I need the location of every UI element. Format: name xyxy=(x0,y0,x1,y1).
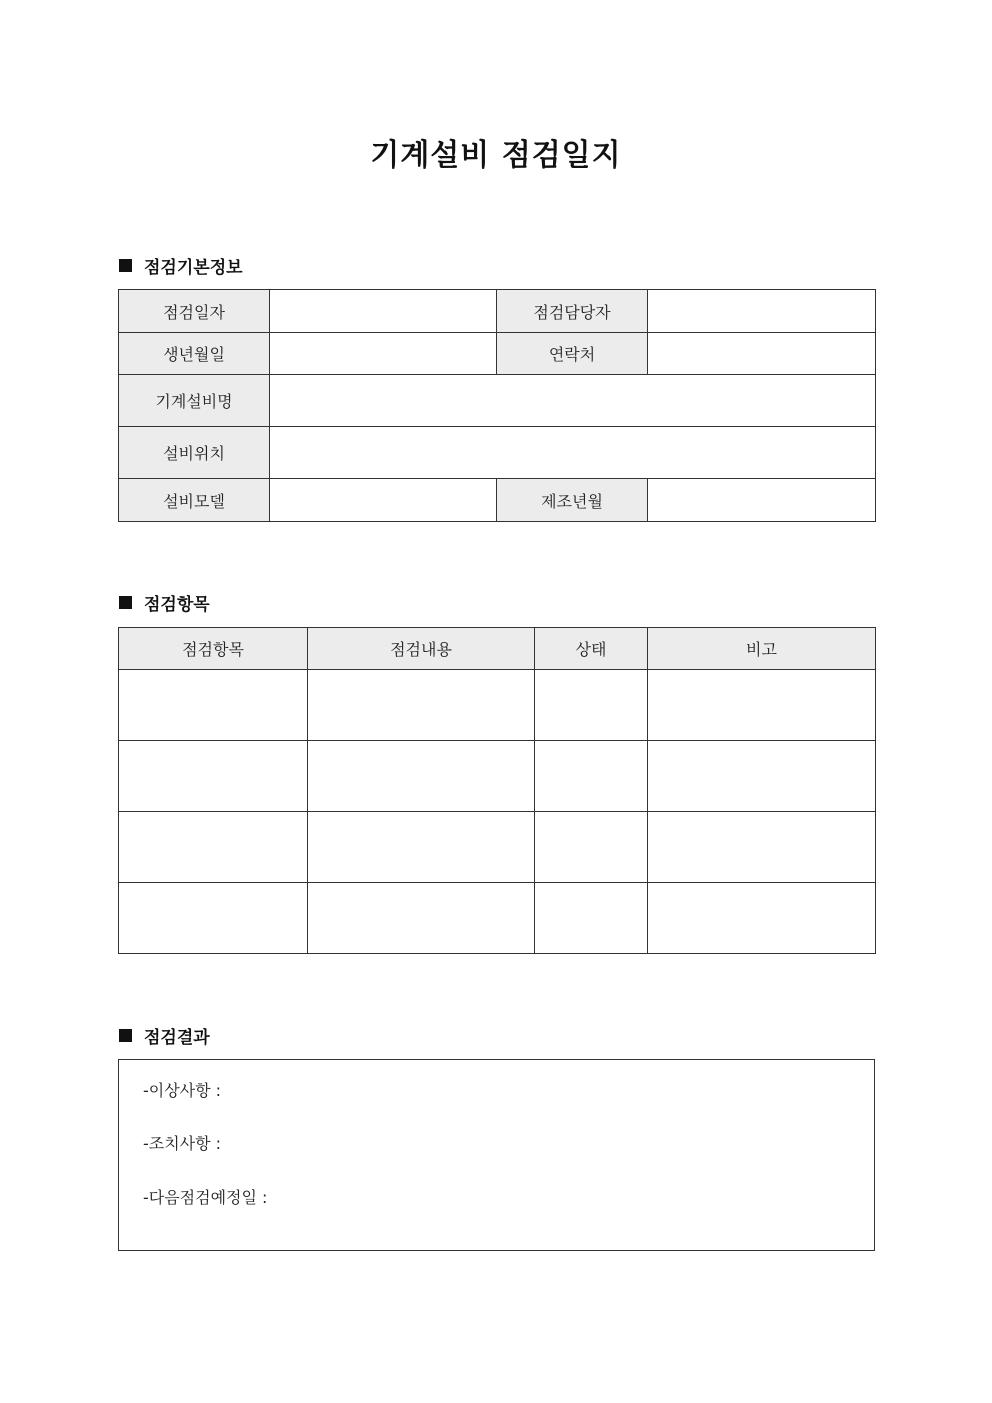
table-header-row xyxy=(119,628,876,670)
table-row xyxy=(119,883,876,954)
item-cell[interactable] xyxy=(119,741,308,812)
column-header-status: 상태 xyxy=(535,628,648,670)
item-cell[interactable] xyxy=(119,670,308,741)
table-row xyxy=(119,670,876,741)
inspection-items-table xyxy=(118,627,876,954)
content-cell[interactable] xyxy=(308,883,535,954)
square-bullet-icon xyxy=(119,259,132,272)
table-row xyxy=(119,290,876,333)
equipment-model-label: 설비모델 xyxy=(119,479,270,522)
table-row xyxy=(119,427,876,479)
manufacture-date-label: 제조년월 xyxy=(497,479,648,522)
status-cell[interactable] xyxy=(535,883,648,954)
remarks-cell[interactable] xyxy=(648,741,876,812)
inspection-date-field[interactable] xyxy=(270,290,497,333)
content-cell[interactable] xyxy=(308,812,535,883)
content-cell[interactable] xyxy=(308,741,535,812)
contact-label: 연락처 xyxy=(497,333,648,375)
table-row xyxy=(119,375,876,427)
status-cell[interactable] xyxy=(535,670,648,741)
document-title: 기계설비 점검일지 xyxy=(370,138,622,173)
status-cell[interactable] xyxy=(535,741,648,812)
table-row xyxy=(119,333,876,375)
table-row xyxy=(119,812,876,883)
abnormality-label: -이상사항 : xyxy=(143,1081,222,1100)
remarks-cell[interactable] xyxy=(648,812,876,883)
table-row xyxy=(119,741,876,812)
contact-field[interactable] xyxy=(648,333,876,375)
abnormality-line xyxy=(143,1080,221,1102)
remarks-cell[interactable] xyxy=(648,883,876,954)
inspector-label: 점검담당자 xyxy=(497,290,648,333)
manufacture-date-field[interactable] xyxy=(648,479,876,522)
results-heading xyxy=(119,1023,210,1047)
inspection-items-heading xyxy=(119,590,210,614)
basic-info-heading-label: 점검기본정보 xyxy=(144,257,243,278)
square-bullet-icon xyxy=(119,596,132,609)
basic-info-table xyxy=(118,289,876,522)
inspection-items-heading-label: 점검항목 xyxy=(144,594,210,615)
equipment-location-field[interactable] xyxy=(270,427,876,479)
item-cell[interactable] xyxy=(119,812,308,883)
action-taken-line xyxy=(143,1133,221,1155)
table-row xyxy=(119,479,876,522)
column-header-item: 점검항목 xyxy=(119,628,308,670)
item-cell[interactable] xyxy=(119,883,308,954)
status-cell[interactable] xyxy=(535,812,648,883)
inspection-date-label: 점검일자 xyxy=(119,290,270,333)
equipment-name-label: 기계설비명 xyxy=(119,375,270,427)
square-bullet-icon xyxy=(119,1029,132,1042)
remarks-cell[interactable] xyxy=(648,670,876,741)
birth-date-field[interactable] xyxy=(270,333,497,375)
results-heading-label: 점검결과 xyxy=(144,1027,210,1048)
next-inspection-label: -다음점검예정일 : xyxy=(143,1188,268,1207)
column-header-remarks: 비고 xyxy=(648,628,876,670)
inspector-field[interactable] xyxy=(648,290,876,333)
birth-date-label: 생년월일 xyxy=(119,333,270,375)
next-inspection-line xyxy=(143,1187,267,1209)
action-taken-label: -조치사항 : xyxy=(143,1134,222,1153)
column-header-content: 점검내용 xyxy=(308,628,535,670)
basic-info-heading xyxy=(119,253,243,277)
content-cell[interactable] xyxy=(308,670,535,741)
results-box[interactable] xyxy=(118,1059,875,1251)
equipment-location-label: 설비위치 xyxy=(119,427,270,479)
equipment-model-field[interactable] xyxy=(270,479,497,522)
equipment-name-field[interactable] xyxy=(270,375,876,427)
